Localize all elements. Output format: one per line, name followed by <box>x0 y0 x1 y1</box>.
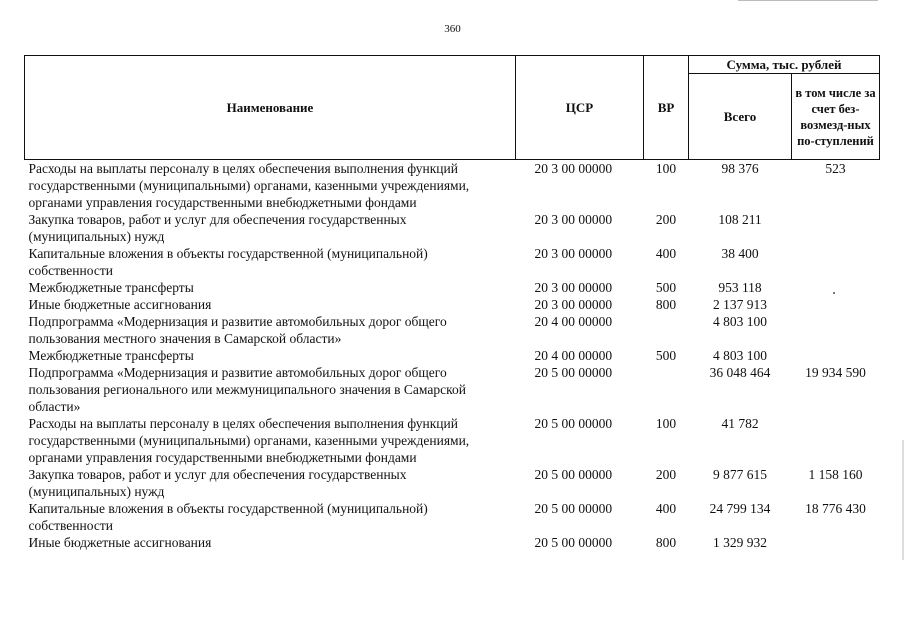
row-name: Капитальные вложения в объекты государственной (муниципальной) собственности <box>28 246 428 278</box>
row-grant: 19 934 590 <box>805 365 866 380</box>
row-total: 38 400 <box>721 246 759 261</box>
row-grant: 523 <box>825 161 846 176</box>
row-name: Расходы на выплаты персоналу в целях обеспечения выполнения функций государственными (муниципальными) органами, казенными учреждениями, органами управления государственными внебюджетными фондами <box>28 416 470 465</box>
row-vr: 500 <box>655 280 677 295</box>
row-csr: 20 5 00 00000 <box>534 416 613 431</box>
row-vr: 400 <box>655 246 677 261</box>
row-grant <box>792 534 880 551</box>
row-vr: 200 <box>655 467 677 482</box>
row-grant <box>792 313 880 347</box>
row-name: Подпрограмма «Модернизация и развитие автомобильных дорог общего пользования регионального или межмуниципального значения в Самарской области» <box>28 365 466 414</box>
row-name: Расходы на выплаты персоналу в целях обеспечения выполнения функций государственными (муниципальными) органами, казенными учреждениями, органами управления государственными внебюджетными фондами <box>28 161 470 210</box>
table-row <box>25 160 880 212</box>
row-name: Подпрограмма «Модернизация и развитие автомобильных дорог общего пользования местного значения в Самарской области» <box>28 314 447 346</box>
row-grant <box>792 211 880 245</box>
row-total: 2 137 913 <box>713 297 767 312</box>
row-total: 108 211 <box>718 212 762 227</box>
table-row <box>25 534 880 551</box>
table-body <box>25 160 880 552</box>
row-csr: 20 3 00 00000 <box>534 212 613 227</box>
row-name: Капитальные вложения в объекты государственной (муниципальной) собственности <box>28 501 428 533</box>
row-vr: 800 <box>655 535 677 550</box>
table-row <box>25 245 880 279</box>
row-total: 1 329 932 <box>713 535 767 550</box>
row-vr <box>644 364 689 415</box>
row-csr: 20 3 00 00000 <box>534 297 613 312</box>
row-total: 98 376 <box>721 161 759 176</box>
budget-table <box>24 55 880 551</box>
header-name: Наименование <box>25 56 516 160</box>
row-csr: 20 5 00 00000 <box>534 501 613 516</box>
row-total: 9 877 615 <box>713 467 767 482</box>
page-number: 360 <box>444 23 461 35</box>
scan-artifact-line <box>738 0 878 3</box>
table-row <box>25 279 880 296</box>
scan-edge <box>902 440 904 560</box>
row-vr: 500 <box>655 348 677 363</box>
row-total: 4 803 100 <box>713 348 767 363</box>
table-row <box>25 466 880 500</box>
row-csr: 20 5 00 00000 <box>534 467 613 482</box>
row-vr: 800 <box>655 297 677 312</box>
row-total: 41 782 <box>721 416 759 431</box>
row-grant <box>792 279 880 296</box>
row-name: Закупка товаров, работ и услуг для обеспечения государственных (муниципальных) нужд <box>28 212 407 244</box>
table-row <box>25 313 880 347</box>
row-grant <box>792 296 880 313</box>
scan-speck <box>833 292 835 294</box>
row-csr: 20 3 00 00000 <box>534 246 613 261</box>
table-row <box>25 347 880 364</box>
row-vr <box>644 313 689 347</box>
table-header <box>25 56 880 160</box>
row-csr: 20 3 00 00000 <box>534 161 613 176</box>
row-csr: 20 4 00 00000 <box>534 348 613 363</box>
row-name: Межбюджетные трансферты <box>28 280 194 295</box>
row-vr: 100 <box>655 161 677 176</box>
row-total: 24 799 134 <box>709 501 771 516</box>
row-name: Иные бюджетные ассигнования <box>28 535 212 550</box>
row-total: 953 118 <box>718 280 762 295</box>
table-row <box>25 415 880 466</box>
table-row <box>25 364 880 415</box>
row-grant: 18 776 430 <box>805 501 866 516</box>
row-csr: 20 4 00 00000 <box>534 314 613 329</box>
row-name: Иные бюджетные ассигнования <box>28 297 212 312</box>
row-grant <box>792 415 880 466</box>
row-total: 36 048 464 <box>709 365 771 380</box>
header-csr: ЦСР <box>516 56 644 160</box>
header-sum: Сумма, тыс. рублей <box>689 56 880 74</box>
row-csr: 20 3 00 00000 <box>534 280 613 295</box>
table-row <box>25 500 880 534</box>
table-row <box>25 211 880 245</box>
header-vr: ВР <box>644 56 689 160</box>
table-row <box>25 296 880 313</box>
row-vr: 400 <box>655 501 677 516</box>
row-csr: 20 5 00 00000 <box>534 365 613 380</box>
row-name: Межбюджетные трансферты <box>28 348 194 363</box>
row-name: Закупка товаров, работ и услуг для обеспечения государственных (муниципальных) нужд <box>28 467 407 499</box>
row-total: 4 803 100 <box>713 314 767 329</box>
header-total: Всего <box>689 74 792 160</box>
row-grant: 1 158 160 <box>808 467 863 482</box>
row-csr: 20 5 00 00000 <box>534 535 613 550</box>
row-grant <box>792 347 880 364</box>
row-vr: 100 <box>655 416 677 431</box>
row-vr: 200 <box>655 212 677 227</box>
header-grant: в том числе за счет без-возмезд-ных по-ступлений <box>792 74 880 160</box>
row-grant <box>792 245 880 279</box>
